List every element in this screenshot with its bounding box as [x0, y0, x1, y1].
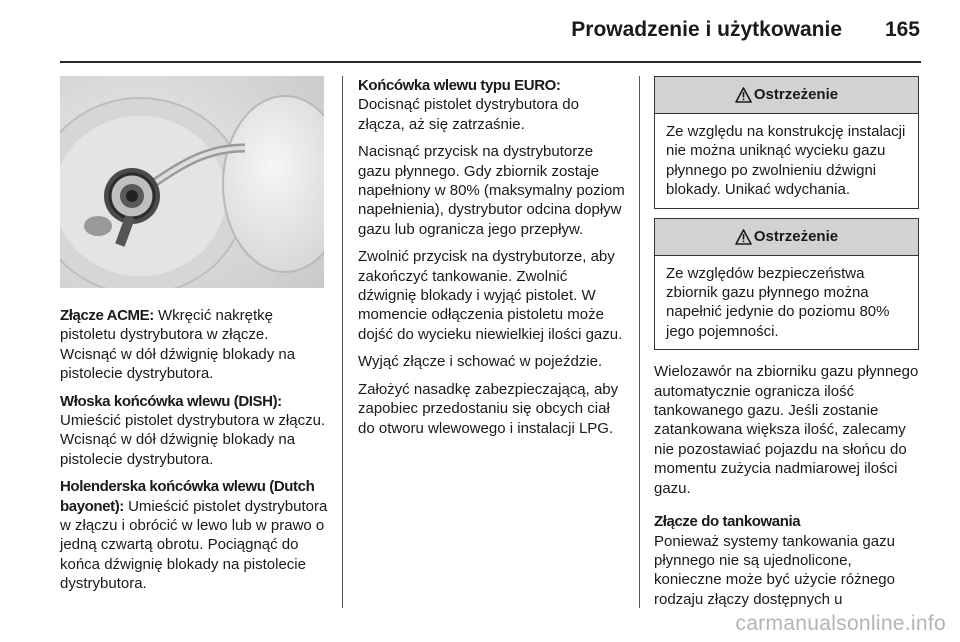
- page-header-title: Prowadzenie i użytkowanie: [571, 18, 842, 41]
- dutch-label: Holenderska końcówka wlewu (Dutch bayonet):: [60, 478, 315, 515]
- dish-text: Umieścić pistolet dystrybutora w złączu. Wcisnąć w dół dźwignię blokady na pistolecie dystrybutora.: [60, 412, 326, 468]
- warning-title-1: Ostrzeżenie: [753, 86, 839, 104]
- tank-connector-paragraph: [654, 512, 919, 609]
- page-number: 165: [884, 18, 920, 41]
- warning-text-2: Ze względów bezpieczeństwa zbiornik gazu płynnego można napełnić jedynie do poziomu 80% jego pojemności.: [666, 264, 890, 340]
- dutch-text: Umieścić pistolet dystrybutora w złączu i obrócić w lewo lub w prawo o jedną czwartą obrotu. Pociągnąć do końca dźwignię blokady na pistolecie dystrybutora.: [60, 497, 328, 593]
- dish-paragraph: [60, 392, 328, 470]
- warning-box-1: [654, 76, 919, 209]
- right-paragraph-2: Ponieważ systemy tankowania gazu płynnego nie są ujednolicone, konieczne może być użycie różnego rodzaju złączy dostępnych u: [654, 532, 895, 608]
- dish-label: Włoska końcówka wlewu (DISH):: [60, 392, 282, 410]
- column-divider-2: [639, 76, 640, 608]
- euro-paragraph: [358, 76, 626, 134]
- acme-label: Złącze ACME:: [60, 307, 154, 324]
- middle-paragraph-5: Założyć nasadkę zabezpieczającą, aby zapobiec przedostaniu się obcych ciał do otworu wlewowego i instalacji LPG.: [358, 380, 619, 437]
- header-rule: [60, 61, 921, 63]
- middle-paragraph-4: Wyjąć złącze i schować w pojeździe.: [358, 353, 603, 371]
- watermark: carmanualsonline.info: [735, 612, 946, 635]
- warning-text-1: Ze względu na konstrukcję instalacji nie można uniknąć wycieku gazu płynnego po zwolnieniu dźwigni blokady. Unikać wdychania.: [666, 123, 906, 199]
- right-paragraph-1: Wielozawór na zbiorniku gazu płynnego automatycznie ogranicza ilość tankowanego gazu. Jeśli zostanie zatankowana większa ilość, zalecamy nie pozostawiać pojazdu na słońcu do momentu zużycia nadmiarowej ilości gazu.: [654, 363, 919, 497]
- middle-column: [358, 76, 626, 446]
- warning-header-1: [655, 77, 918, 114]
- acme-text: Wkręcić nakrętkę pistoletu dystrybutora w złącze. Wcisnąć w dół dźwignię blokady na pistolecie dystrybutora.: [60, 307, 296, 383]
- warning-triangle-icon: [735, 229, 752, 245]
- middle-paragraph-2: Nacisnąć przycisk na dystrybutorze gazu płynnego. Gdy zbiornik zostaje napełniony w 80% (maksymalny poziom napełnienia), dystrybutor odcina dopływ gazu lub ogranicza jego przepływ.: [358, 143, 625, 238]
- fuel-filler-cap-illustration: [60, 76, 324, 288]
- tank-connector-subhead: Złącze do tankowania: [654, 513, 801, 531]
- warning-box-2: [654, 218, 919, 351]
- warning-header-2: [655, 219, 918, 256]
- fuel-filler-figure: [60, 76, 324, 288]
- dutch-paragraph: [60, 477, 328, 593]
- left-column: [60, 76, 328, 602]
- right-column: [654, 76, 919, 617]
- acme-paragraph: [60, 306, 328, 384]
- euro-text: Docisnąć pistolet dystrybutora do złącza, aż się zatrzaśnie.: [358, 96, 579, 133]
- warning-title-2: Ostrzeżenie: [753, 227, 839, 245]
- column-divider-1: [342, 76, 343, 608]
- warning-triangle-icon: [735, 87, 752, 103]
- euro-label: Końcówka wlewu typu EURO:: [358, 77, 561, 94]
- middle-paragraph-3: Zwolnić przycisk na dystrybutorze, aby zakończyć tankowanie. Zwolnić dźwignię blokady i wyjąć pistolet. W momencie odłączenia pistoletu może dojść do wycieku niewielkiej ilości gazu.: [358, 248, 623, 343]
